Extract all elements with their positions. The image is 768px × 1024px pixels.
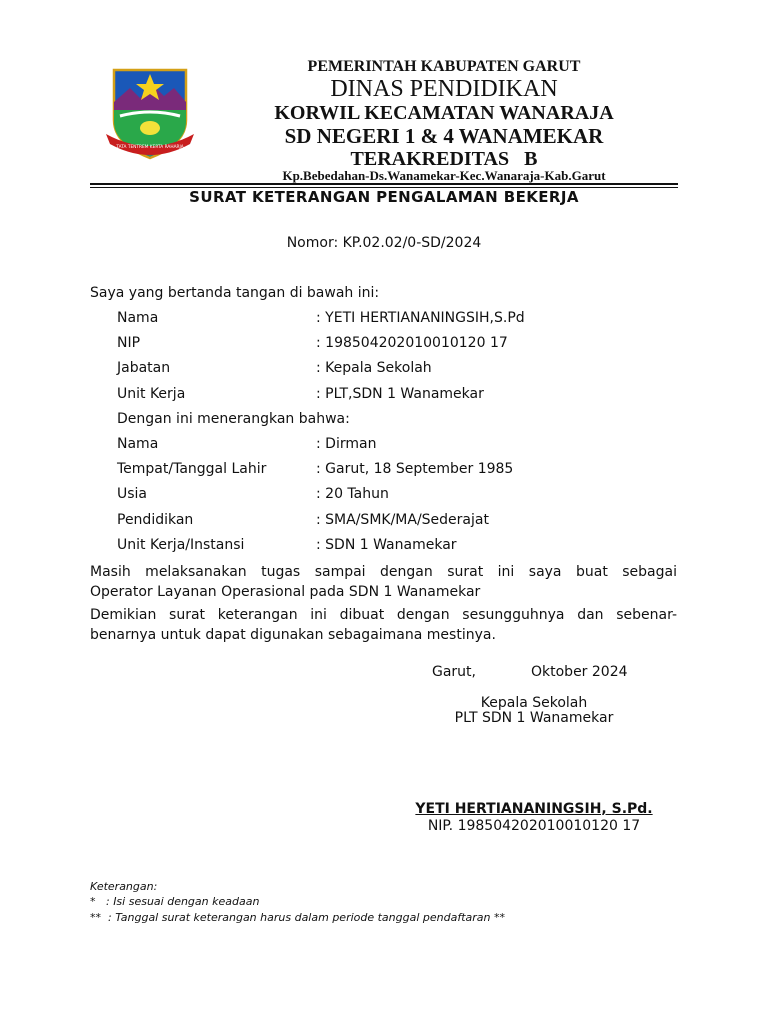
subject-birth-label: Tempat/Tanggal Lahir bbox=[117, 461, 267, 477]
signature-date: Oktober 2024 bbox=[531, 664, 628, 680]
signer-nip-value: : 198504202010010120 17 bbox=[316, 335, 508, 351]
subject-age-label: Usia bbox=[117, 486, 148, 502]
notes-heading: Keterangan: bbox=[90, 880, 158, 893]
closing-paragraph-line-1: Demikian surat keterangan ini dibuat dengan sesungguhnya dan sebenar- bbox=[90, 607, 677, 623]
subject-birth-value: : Garut, 18 September 1985 bbox=[316, 461, 514, 477]
duty-paragraph-line-1: Masih melaksanakan tugas sampai dengan surat ini saya buat sebagai bbox=[90, 564, 677, 580]
subject-unit-value: : SDN 1 Wanamekar bbox=[316, 537, 457, 553]
intro-text: Saya yang bertanda tangan di bawah ini: bbox=[90, 285, 380, 301]
duty-paragraph-line-2: Operator Layanan Operasional pada SDN 1 Wanamekar bbox=[90, 584, 481, 600]
signer-unit-value: : PLT,SDN 1 Wanamekar bbox=[316, 386, 484, 402]
subject-education-label: Pendidikan bbox=[117, 512, 194, 528]
signer-name-label: Nama bbox=[117, 310, 159, 326]
closing-paragraph-line-2: benarnya untuk dapat digunakan sebagaimana mestinya. bbox=[90, 627, 496, 643]
letterhead-korwil: KORWIL KECAMATAN WANARAJA bbox=[274, 102, 614, 124]
letterhead-address: Kp.Bebedahan-Ds.Wanamekar-Kec.Wanaraja-Kab.Garut bbox=[282, 168, 606, 183]
garut-regency-emblem bbox=[100, 62, 200, 162]
signer-unit-label: Unit Kerja bbox=[117, 386, 186, 402]
logo-motto: TATA TENTREM KERTA RAHARJA bbox=[116, 145, 184, 150]
signature-position: Kepala Sekolah bbox=[480, 695, 588, 711]
document-title: SURAT KETERANGAN PENGALAMAN BEKERJA bbox=[189, 188, 579, 206]
statement-text: Dengan ini menerangkan bahwa: bbox=[117, 411, 350, 427]
signer-position-value: : Kepala Sekolah bbox=[316, 360, 432, 376]
signer-position-label: Jabatan bbox=[117, 360, 171, 376]
letterhead-rule-thick bbox=[90, 183, 678, 185]
signer-name-value: : YETI HERTIANANINGSIH,S.Pd bbox=[316, 310, 525, 326]
letterhead-school: SD NEGERI 1 & 4 WANAMEKAR bbox=[284, 124, 604, 148]
closing-paragraph bbox=[90, 605, 677, 645]
letterhead-government: PEMERINTAH KABUPATEN GARUT bbox=[307, 58, 581, 75]
subject-name-label: Nama bbox=[117, 436, 159, 452]
subject-unit-label: Unit Kerja/Instansi bbox=[117, 537, 245, 553]
subject-age-value: : 20 Tahun bbox=[316, 486, 389, 502]
subject-name-value: : Dirman bbox=[316, 436, 377, 452]
note-2: ** : Tanggal surat keterangan harus dalam periode tanggal pendaftaran ** bbox=[90, 911, 506, 924]
document-number: Nomor: KP.02.02/0-SD/2024 bbox=[286, 235, 482, 251]
signature-place: Garut, bbox=[432, 664, 476, 680]
subject-education-value: : SMA/SMK/MA/Sederajat bbox=[316, 512, 489, 528]
letterhead-agency: DINAS PENDIDIKAN bbox=[330, 76, 558, 102]
signatory-name: YETI HERTIANANINGSIH, S.Pd. bbox=[415, 801, 653, 817]
duty-paragraph bbox=[90, 562, 677, 602]
signatory-nip: NIP. 198504202010010120 17 bbox=[427, 818, 641, 834]
signature-institution: PLT SDN 1 Wanamekar bbox=[454, 710, 614, 726]
letterhead-accreditation: TERAKREDITAS B bbox=[350, 148, 538, 170]
signer-nip-label: NIP bbox=[117, 335, 141, 351]
note-1: * : Isi sesuai dengan keadaan bbox=[90, 895, 260, 908]
